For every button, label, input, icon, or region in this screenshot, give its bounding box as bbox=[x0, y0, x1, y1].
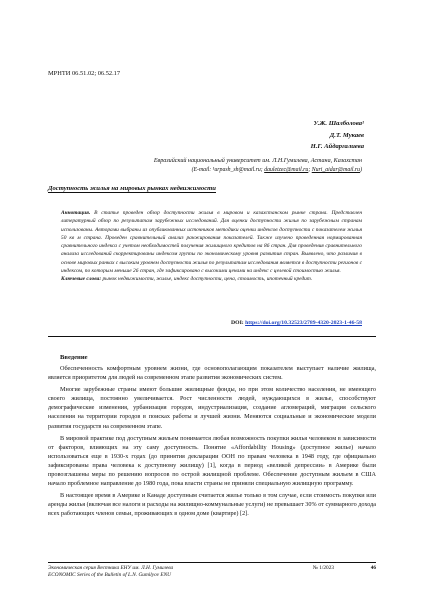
abstract-paragraph bbox=[61, 209, 362, 275]
email-suffix: ) bbox=[360, 167, 362, 174]
journal-name-en: ECONOMIC Series of the Bulletin of L.N. Gumilyov ENU bbox=[48, 572, 171, 578]
page-footer bbox=[48, 562, 376, 579]
issue-number: № 1/2023 bbox=[312, 565, 334, 571]
udc-code: МРНТИ 06.51.02; 06.52.17 bbox=[48, 70, 121, 77]
section-divider bbox=[48, 336, 376, 337]
author-name: Н.Г. Айдаргалиева bbox=[310, 143, 364, 150]
page-number: 46 bbox=[370, 565, 376, 571]
abstract-label: Аннотация. bbox=[61, 210, 91, 216]
article-title: Доступность жилья на мировых рынках недвижимости bbox=[48, 185, 216, 192]
affiliation bbox=[48, 157, 362, 175]
intro-heading: Введение bbox=[60, 354, 88, 361]
email-separator: ; bbox=[308, 167, 312, 174]
email-link[interactable]: Nuri_aidar@mail.ru bbox=[311, 167, 361, 174]
body-paragraph: В настоящее время в Америке и Канаде доступным считается жилье только в том случае, если стоимость покупки или аренды жилья (включая все налоги и расходы на жилищно-коммунальные услуги) не превышает 30% от суммарного дохода всех работающих членов семьи, проживающих в одном доме (квартире) [2]. bbox=[48, 492, 376, 518]
doi-link[interactable]: https://doi.org/10.32523/2789-4320-2023-1-46-58 bbox=[245, 320, 362, 326]
journal-name-ru: Экономическая серия Вестника ЕНУ им. Л.Н. Гумилева bbox=[48, 565, 174, 571]
author-list bbox=[311, 118, 364, 153]
abstract-text: В статье проведен обзор доступности жилья в мировом и казахстанском рынке страна. Представлен литературный обзор по результатам зарубежных исследований. Для оценки доступности жилья по зарубежным странам использованы. Авторами выбраны из опубликованных источников методики оценки индексов доступности с показателем жилья 50 кв м страна. Проведен сравнительный анализ ранжирования показателей. Также изучено проведенная нормированная сравнительного индекса с учетом необходимостей получения жилищного кредитов на 86 стран. Для проведения сравнительного анализа исследований скорректированы индексом группы по экономическому уровня развития стран. Выявлено, что различия в основе мировых ранках с высоким уровнем доступности жилья по результатам исследования является в доступности регионов с индексом, по которым меньше 26 стран, где зафиксировано с высокими ценами на индекс с целевой стоимостью жилья. bbox=[61, 210, 362, 275]
keywords-text: рынок недвижимости, жилье, индекс доступности, цена, стоимость, ипотечный кредит. bbox=[101, 276, 313, 283]
email-link[interactable]: dauletzec@mail.ru bbox=[264, 167, 309, 174]
doi-line bbox=[231, 320, 362, 326]
body-paragraph: Многие зарубежные страны имеют большие жилищные фонды, но при этом количество населения, не имеющего своего жилища, постоянно увеличивается. Рост численности людей, нуждающихся в жилье, способствуют демографические изменения, урбанизация городов, индустриализация, создание агломераций, миграция сельского населения на территории городов в поисках работы и лучшей жизни. Меняются социальные и экономические модели развития государств на современном этапе. bbox=[48, 386, 376, 430]
intro-body bbox=[48, 364, 376, 522]
body-paragraph: Обеспеченность комфортным уровнем жизни, где основополагающим показателем выступает наличие жилища, является приоритетом для людей на современном этапе развития экономических систем. bbox=[48, 365, 376, 382]
email-prefix: (E-mail: ¹urpash_sh@mail.ru; bbox=[191, 167, 265, 174]
keywords-paragraph bbox=[61, 275, 362, 283]
email-line bbox=[48, 166, 362, 175]
abstract-block bbox=[61, 209, 362, 284]
affiliation-line: Евразийский национальный университет им. Л.Н.Гумилева, Астана, Казахстан bbox=[153, 158, 362, 164]
author-name: У.Ж. Шалболова¹ bbox=[313, 120, 364, 127]
keywords-label: Ключевые слова: bbox=[61, 276, 102, 283]
author-name: Д.Т. Мукаев bbox=[329, 131, 364, 139]
doi-label: DOI: bbox=[231, 320, 246, 326]
body-paragraph: В мировой практике под доступным жильем понимается любая возможность покупки жилья человеком в зависимости от факторов, влияющих на эту саму доступность. Понятие «Affordability Housing» (доступное жилье) начало использоваться еще в 1930-х годах (до принятия декларации ООН по правам человека в 1948 году, где официально зафиксированы права человека к доступному жилищу) [1], когда в период «великой депрессии» в Америке были провозглашены меры по решению вопросов по острой жилищной проблеме. Обеспечение доступным жильем в США начало проблемное направление до 1980 года, пока власти страны не приняли специальную жилищную программу. bbox=[48, 434, 376, 488]
